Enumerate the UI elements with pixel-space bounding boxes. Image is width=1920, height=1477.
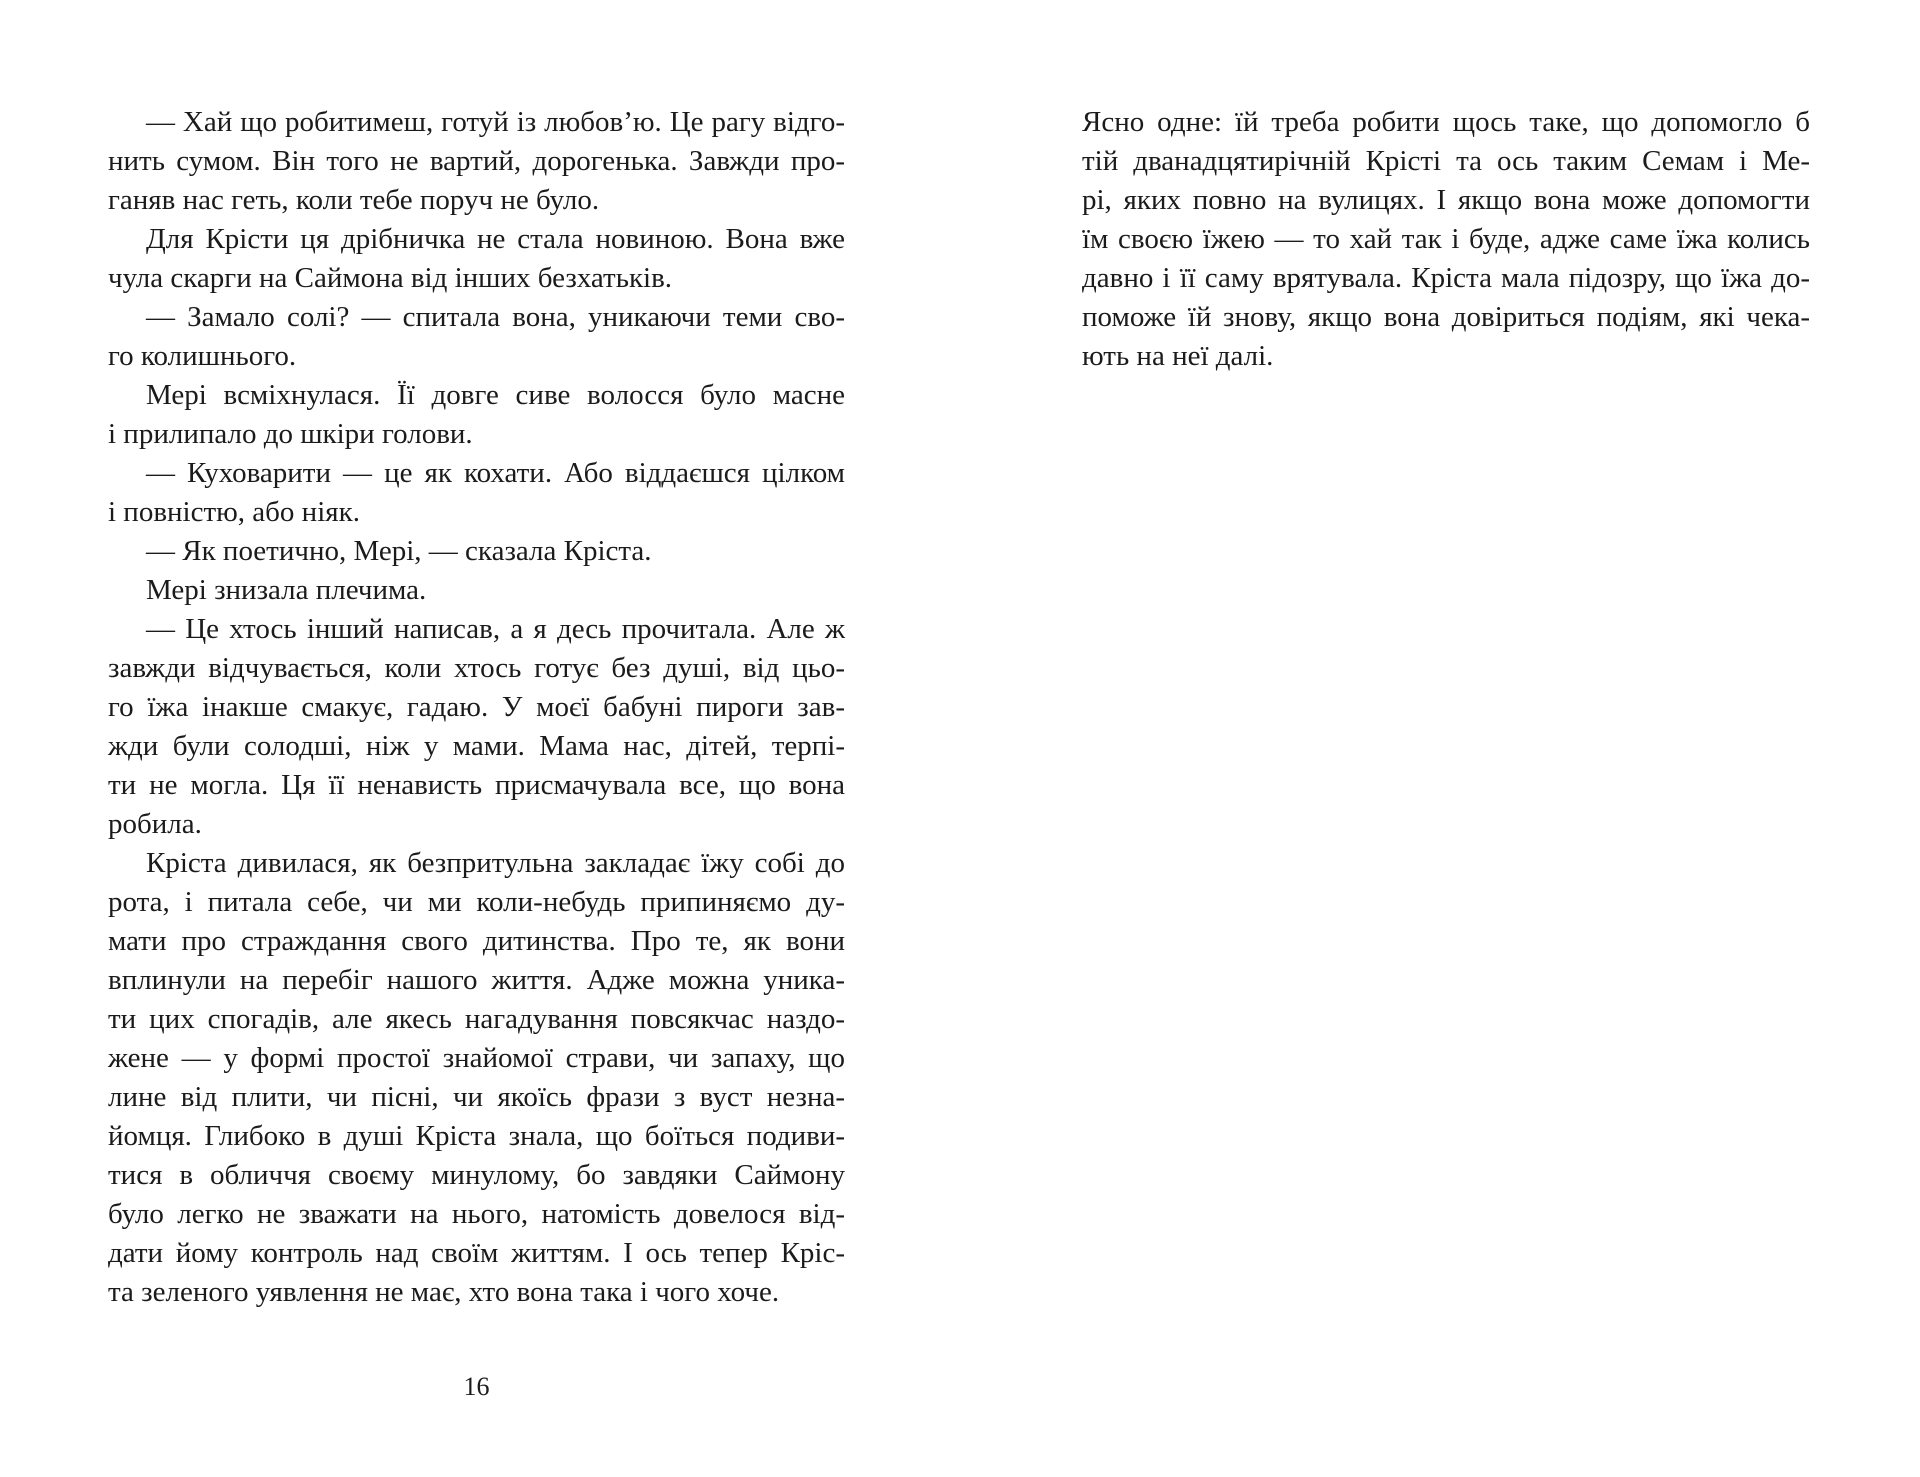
text-line: — Замало солі? — спитала вона, уникаючи теми сво- bbox=[146, 301, 845, 333]
text-line: го їжа інакше смакує, гадаю. У моєї бабуні пироги зав- bbox=[108, 691, 845, 723]
text-line: ти цих спогадів, але якесь нагадування повсякчас наздо- bbox=[108, 1003, 845, 1035]
text-line: дати йому контроль над своїм життям. І ось тепер Кріс- bbox=[108, 1237, 845, 1269]
text-line: жене — у формі простої знайомої страви, чи запаху, що bbox=[108, 1042, 845, 1074]
text-line: — Це хтось інший написав, а я десь прочитала. Але ж bbox=[146, 613, 845, 645]
text-line: тій дванадцятирічній Крісті та ось таким Семам і Ме- bbox=[1082, 145, 1810, 177]
right-page-text bbox=[1082, 103, 1810, 376]
text-line: ти не могла. Ця її ненависть присмачувала все, що вона bbox=[108, 769, 845, 801]
text-line: тися в обличчя своєму минулому, бо завдяки Саймону bbox=[108, 1159, 845, 1191]
text-line: мати про страждання свого дитинства. Про те, як вони bbox=[108, 925, 845, 957]
text-line: ганяв нас геть, коли тебе поруч не було. bbox=[108, 184, 600, 216]
text-line: Кріста дивилася, як безпритульна закладає їжу собі до bbox=[146, 847, 845, 879]
text-line: — Куховарити — це як кохати. Або віддаєшся цілком bbox=[146, 457, 845, 489]
text-line: Мері знизала плечима. bbox=[146, 574, 427, 606]
page-number: 16 bbox=[463, 1372, 490, 1401]
text-line: вплинули на перебіг нашого життя. Адже можна уника- bbox=[108, 964, 845, 996]
text-line: було легко не зважати на нього, натомість довелося від- bbox=[108, 1198, 845, 1230]
text-line: завжди відчувається, коли хтось готує без душі, від цьо- bbox=[108, 652, 845, 684]
text-line: — Хай що робитимеш, готуй із любов’ю. Це рагу відго- bbox=[146, 106, 845, 138]
text-line: йомця. Глибоко в душі Кріста знала, що боїться подиви- bbox=[108, 1120, 845, 1152]
text-line: їм своєю їжею — то хай так і буде, адже саме їжа колись bbox=[1082, 223, 1810, 255]
text-line: поможе їй знову, якщо вона довіриться подіям, які чека- bbox=[1082, 301, 1810, 333]
text-line: Мері всміхнулася. Її довге сиве волосся було масне bbox=[146, 379, 845, 411]
text-line: Для Крісти ця дрібничка не стала новиною. Вона вже bbox=[146, 223, 845, 255]
text-line: рі, яких повно на вулицях. І якщо вона може допомогти bbox=[1082, 184, 1810, 216]
text-line: і повністю, або ніяк. bbox=[108, 496, 360, 528]
text-line: Ясно одне: їй треба робити щось таке, що допомогло б bbox=[1082, 106, 1810, 138]
text-line: лине від плити, чи пісні, чи якоїсь фрази з вуст незна- bbox=[108, 1081, 845, 1113]
text-line: давно і її саму врятувала. Кріста мала підозру, що їжа до- bbox=[1082, 262, 1810, 294]
text-line: робила. bbox=[108, 808, 202, 840]
text-line: нить сумом. Він того не вартий, дорогенька. Завжди про- bbox=[108, 145, 845, 177]
text-line: рота, і питала себе, чи ми коли-небудь припиняємо ду- bbox=[108, 886, 845, 918]
left-page-text bbox=[108, 103, 845, 1312]
text-line: го колишнього. bbox=[108, 340, 297, 372]
text-line: ють на неї далі. bbox=[1082, 340, 1274, 372]
text-line: — Як поетично, Мері, — сказала Кріста. bbox=[146, 535, 652, 567]
text-line: і прилипало до шкіри голови. bbox=[108, 418, 473, 450]
text-line: жди були солодші, ніж у мами. Мама нас, дітей, терпі- bbox=[108, 730, 845, 762]
text-line: чула скарги на Саймона від інших безхатьків. bbox=[108, 262, 673, 294]
text-line: та зеленого уявлення не має, хто вона така і чого хоче. bbox=[108, 1276, 780, 1308]
